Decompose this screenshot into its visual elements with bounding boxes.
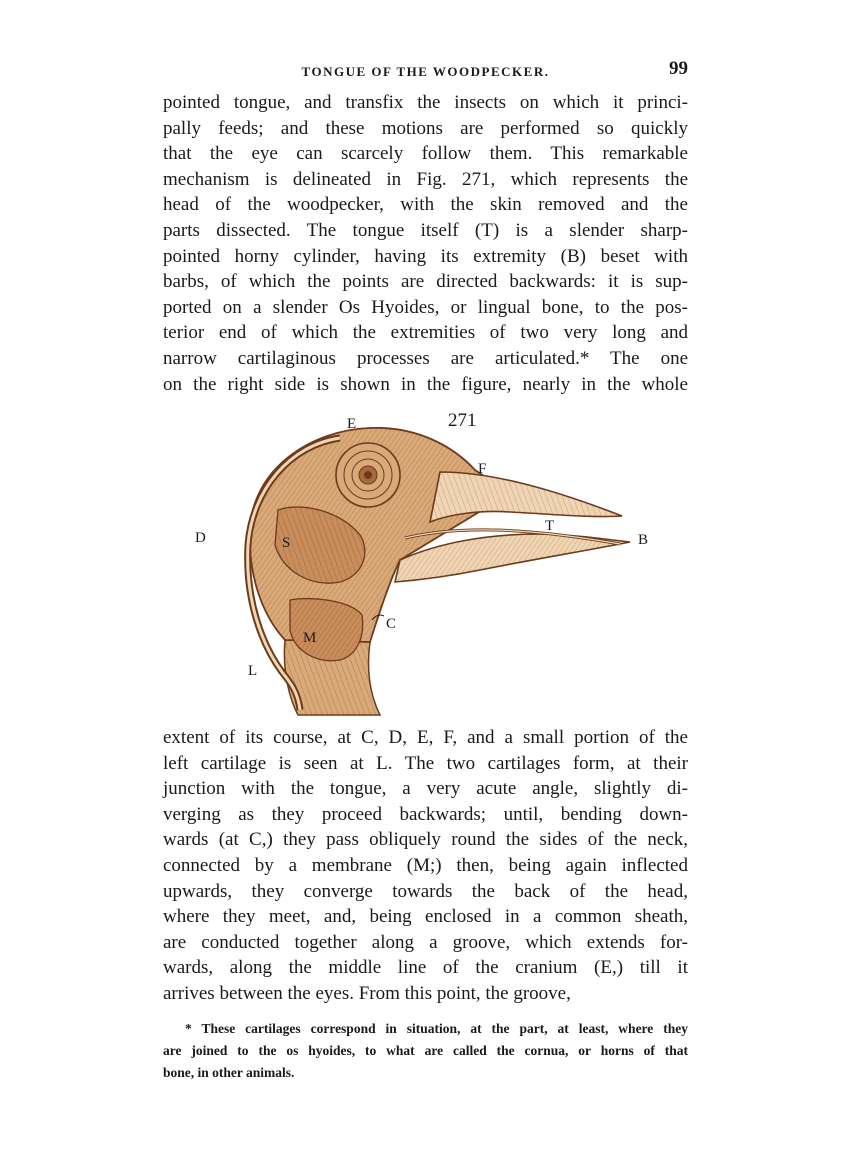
woodpecker-head-illustration: [190, 410, 670, 730]
text-line: mechanism is delineated in Fig. 271, which represents the: [163, 168, 688, 190]
figure-label-l: L: [248, 663, 258, 679]
woodpecker-head-drawing: [190, 410, 670, 730]
footnote: [163, 1018, 688, 1084]
running-head: [163, 58, 688, 84]
text-line: narrow cartilaginous processes are articulated.* The one: [163, 347, 688, 369]
figure-label-b: B: [638, 532, 649, 548]
footnote-line: bone, in other animals.: [163, 1065, 295, 1080]
text-line: left cartilage is seen at L. The two cartilages form, at their: [163, 752, 688, 774]
figure-label-d: D: [195, 530, 206, 546]
footnote-line: are joined to the os hyoides, to what are called the cornua, or horns of that: [163, 1043, 688, 1058]
figure-label-c: C: [386, 616, 397, 632]
text-line: barbs, of which the points are directed backwards: it is sup-: [163, 271, 688, 293]
figure-label-m: M: [303, 630, 317, 646]
text-line: upwards, they converge towards the back of the head,: [163, 880, 688, 902]
text-line: extent of its course, at C, D, E, F, and a small portion of the: [163, 727, 688, 748]
figure-label-f: F: [478, 461, 487, 477]
body-text-top: [163, 90, 688, 397]
text-line: where they meet, and, being enclosed in a common sheath,: [163, 906, 688, 928]
running-title: TONGUE OF THE WOODPECKER.: [301, 64, 550, 79]
figure-label-t: T: [545, 518, 555, 534]
text-line: pointed horny cylinder, having its extremity (B) beset with: [163, 245, 688, 267]
text-line: terior end of which the extremities of two very long and: [163, 322, 688, 344]
text-line: on the right side is shown in the figure, nearly in the whole: [163, 373, 688, 395]
body-text-bottom: [163, 725, 688, 1007]
text-line: that the eye can scarcely follow them. This remarkable: [163, 143, 688, 165]
text-line: are conducted together along a groove, which extends for-: [163, 931, 688, 953]
text-line: connected by a membrane (M;) then, being again inflected: [163, 854, 688, 876]
text-line: parts dissected. The tongue itself (T) is a slender sharp-: [163, 219, 688, 241]
text-line: arrives between the eyes. From this point, the groove,: [163, 982, 571, 1004]
text-line: ported on a slender Os Hyoides, or lingual bone, to the pos-: [163, 296, 688, 318]
text-line: junction with the tongue, a very acute angle, slightly di-: [163, 778, 688, 800]
figure-label-s: S: [282, 535, 291, 551]
text-line: head of the woodpecker, with the skin removed and the: [163, 194, 688, 216]
figure-number: 271: [448, 410, 477, 431]
text-line: pointed tongue, and transfix the insects on which it princi-: [163, 92, 688, 113]
text-line: wards, along the middle line of the cranium (E,) till it: [163, 957, 688, 979]
footnote-line: * These cartilages correspond in situation, at the part, at least, where they: [185, 1021, 688, 1036]
figure-label-e: E: [347, 416, 357, 432]
page-number: 99: [669, 58, 688, 79]
text-line: pally feeds; and these motions are performed so quickly: [163, 117, 688, 139]
text-line: verging as they proceed backwards; until, bending down-: [163, 803, 688, 825]
text-line: wards (at C,) they pass obliquely round the sides of the neck,: [163, 829, 688, 851]
